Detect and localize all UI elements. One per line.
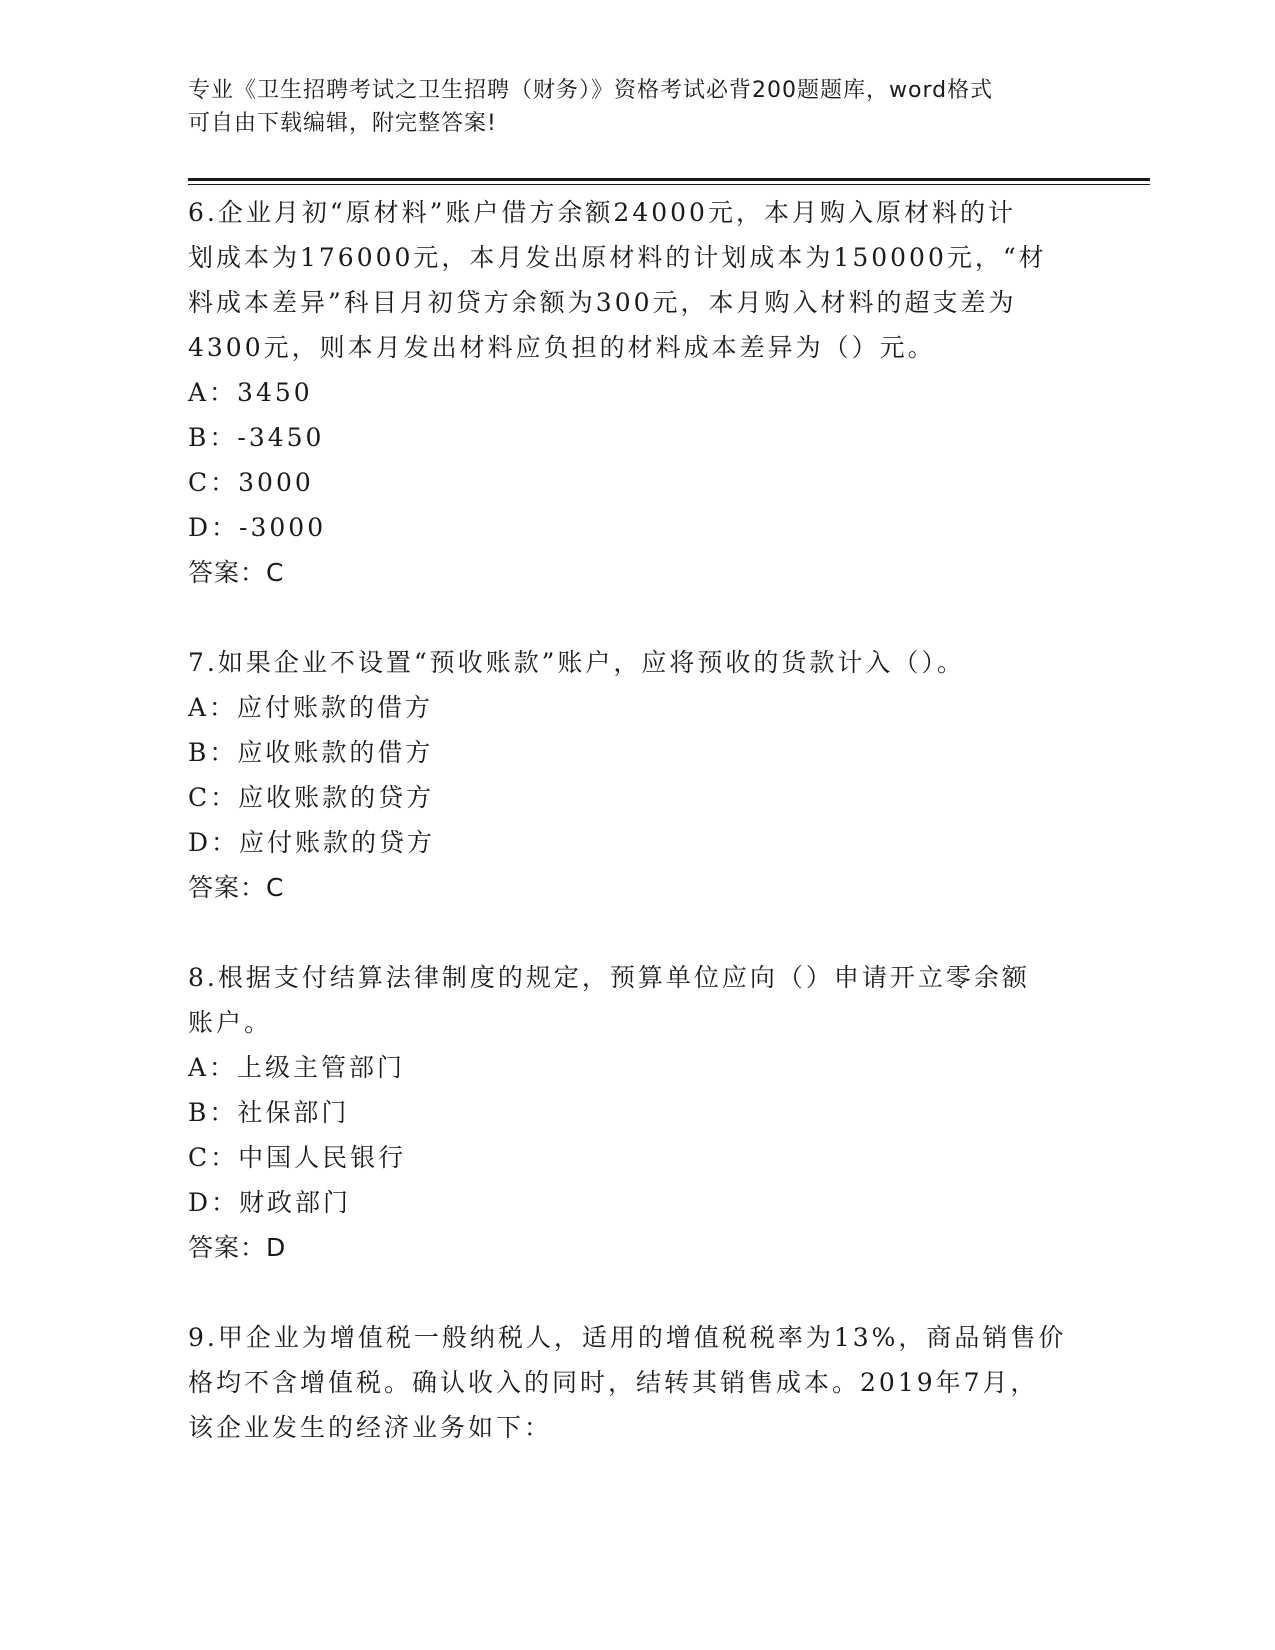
option-b: B：社保部门	[188, 1098, 350, 1127]
option-c: C：中国人民银行	[188, 1143, 407, 1172]
answer-line: 答案：D	[188, 1233, 287, 1262]
header-line-1: 专业《卫生招聘考试之卫生招聘（财务）》资格考试必背200题题库，word格式	[188, 78, 994, 103]
question-7	[188, 640, 1078, 910]
question-list	[188, 190, 1078, 1495]
question-stem	[188, 955, 1078, 1045]
option-d: D：应付账款的贷方	[188, 828, 436, 857]
option-b: B：-3450	[188, 423, 325, 452]
stem-line: 料成本差异”科目月初贷方余额为300元，本月购入材料的超支差为	[188, 288, 1017, 317]
option-b: B：应收账款的借方	[188, 738, 434, 767]
stem-line: 4300元，则本月发出材料应负担的材料成本差异为（）元。	[188, 333, 936, 362]
option-c: C：应收账款的贷方	[188, 783, 435, 812]
question-9	[188, 1315, 1078, 1450]
stem-line: 6.企业月初“原材料”账户借方余额24000元，本月购入原材料的计	[188, 198, 1016, 227]
option-a: A：应付账款的借方	[188, 693, 434, 722]
stem-line: 格均不含增值税。确认收入的同时，结转其销售成本。2019年7月，	[188, 1368, 1039, 1397]
option-d: D：财政部门	[188, 1188, 352, 1217]
answer-line: 答案：C	[188, 558, 285, 587]
document-header	[188, 74, 1078, 140]
stem-line: 划成本为176000元，本月发出原材料的计划成本为150000元，“材	[188, 243, 1047, 272]
option-d: D：-3000	[188, 513, 327, 542]
question-stem	[188, 640, 1078, 685]
question-stem	[188, 190, 1078, 370]
stem-line: 7.如果企业不设置“预收账款”账户，应将预收的货款计入（）。	[188, 648, 965, 677]
stem-line: 该企业发生的经济业务如下：	[188, 1413, 553, 1442]
stem-line: 账户。	[188, 1008, 273, 1037]
header-divider-thick	[188, 178, 1150, 181]
option-a: A：上级主管部门	[188, 1053, 406, 1082]
answer-line: 答案：C	[188, 873, 285, 902]
question-stem	[188, 1315, 1078, 1450]
header-divider-thin	[188, 184, 1150, 185]
stem-line: 9.甲企业为增值税一般纳税人，适用的增值税税率为13%，商品销售价	[188, 1323, 1067, 1352]
question-8	[188, 955, 1078, 1270]
option-c: C：3000	[188, 468, 314, 497]
question-6	[188, 190, 1078, 595]
stem-line: 8.根据支付结算法律制度的规定，预算单位应向（）申请开立零余额	[188, 963, 1030, 992]
header-line-2: 可自由下载编辑，附完整答案!	[188, 111, 497, 136]
option-a: A：3450	[188, 378, 313, 407]
